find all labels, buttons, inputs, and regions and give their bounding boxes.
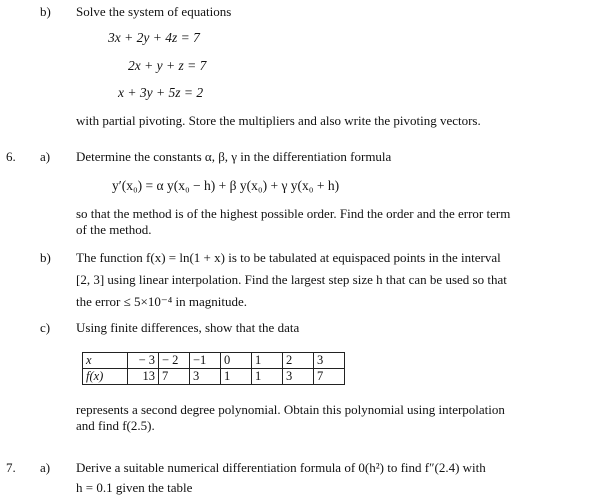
q6c-prompt: Using finite differences, show that the data xyxy=(76,320,300,335)
table-cell: 7 xyxy=(314,369,345,385)
q6c-label: c) xyxy=(40,320,51,335)
q6b-text-line2: [2, 3] using linear interpolation. Find the largest step size h that can be used so that xyxy=(76,272,507,287)
table-cell: 2 xyxy=(283,353,314,369)
table-row-x xyxy=(83,353,345,369)
row-header-fx: f(x) xyxy=(83,369,128,385)
table-cell: −1 xyxy=(190,353,221,369)
q6b-label: b) xyxy=(40,250,51,265)
equation-3: x + 3y + 5z = 2 xyxy=(118,85,204,100)
table-cell: 1 xyxy=(252,369,283,385)
table-cell: 0 xyxy=(221,353,252,369)
q6c-text-line1: represents a second degree polynomial. Obtain this polynomial using interpolation xyxy=(76,402,505,417)
q6-number: 6. xyxy=(6,149,16,164)
table-cell: 3 xyxy=(190,369,221,385)
table-cell: − 3 xyxy=(128,353,159,369)
table-cell: 1 xyxy=(221,369,252,385)
table-cell: − 2 xyxy=(159,353,190,369)
table-cell: 7 xyxy=(159,369,190,385)
q7a-text-line2: h = 0.1 given the table xyxy=(76,480,193,495)
table-cell: 1 xyxy=(252,353,283,369)
equation-2: 2x + y + z = 7 xyxy=(128,58,207,73)
q7a-text-line1: Derive a suitable numerical differentiation formula of 0(h²) to find f″(2.4) with xyxy=(76,460,486,475)
q5b-prompt: Solve the system of equations xyxy=(76,4,232,19)
q6a-text-line1: so that the method is of the highest possible order. Find the order and the error term xyxy=(76,206,511,221)
q6c-text-line2: and find f(2.5). xyxy=(76,418,155,433)
q6a-label: a) xyxy=(40,149,51,164)
q6a-prompt: Determine the constants α, β, γ in the differentiation formula xyxy=(76,149,392,164)
q7-number: 7. xyxy=(6,460,16,475)
q6b-text-line1: The function f(x) = ln(1 + x) is to be tabulated at equispaced points in the interval xyxy=(76,250,501,265)
q7a-label: a) xyxy=(40,460,51,475)
table-cell: 3 xyxy=(283,369,314,385)
data-table xyxy=(82,352,345,385)
table-row-fx xyxy=(83,369,345,385)
row-header-x: x xyxy=(83,353,128,369)
equation-1: 3x + 2y + 4z = 7 xyxy=(108,30,200,45)
table-cell: 13 xyxy=(128,369,159,385)
q5b-note: with partial pivoting. Store the multipliers and also write the pivoting vectors. xyxy=(76,113,481,128)
differentiation-formula: y′(x₀) = α y(x₀ − h) + β y(x₀) + γ y(x₀ + h) xyxy=(112,178,340,193)
q6a-text-line2: of the method. xyxy=(76,222,152,237)
q5b-label: b) xyxy=(40,4,51,19)
q6b-text-line3: the error ≤ 5×10⁻⁴ in magnitude. xyxy=(76,294,247,309)
table-cell: 3 xyxy=(314,353,345,369)
